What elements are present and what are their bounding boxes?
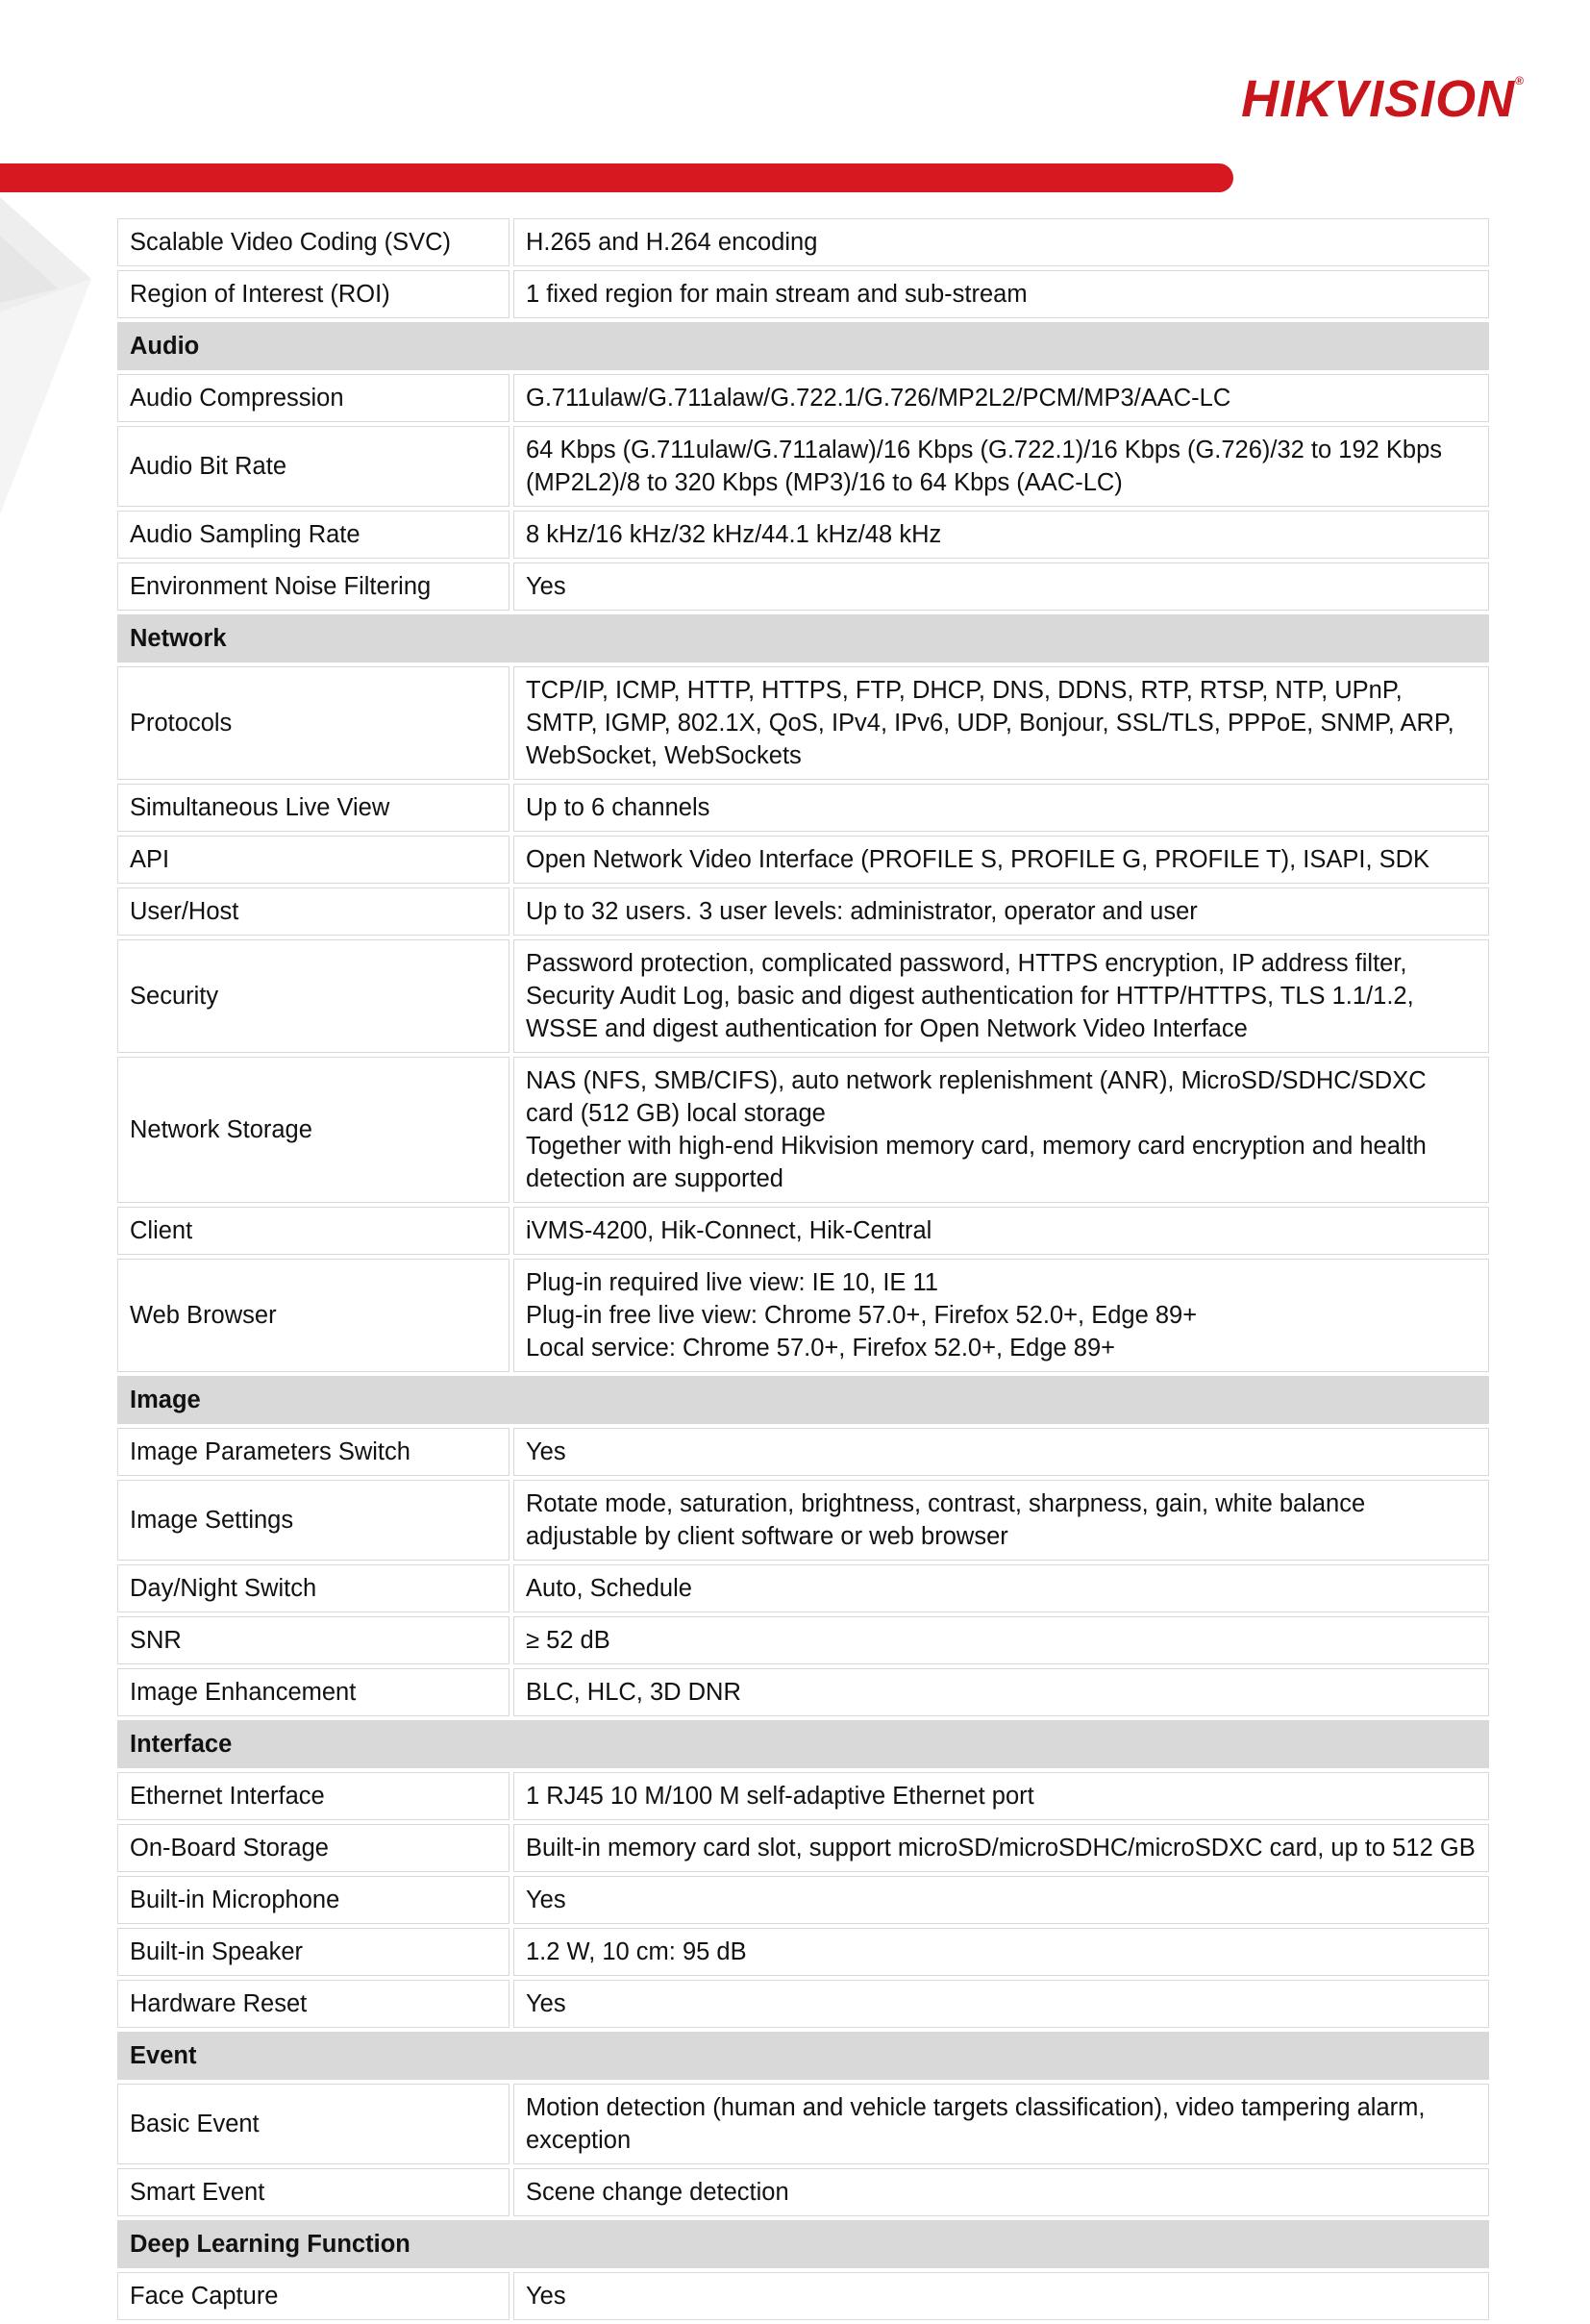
spec-row [117,1876,1489,1924]
spec-value-line: NAS (NFS, SMB/CIFS), auto network replenishment (ANR), MicroSD/SDHC/SDXC card (512 GB) local storage [526,1067,1427,1127]
spec-value [513,1057,1489,1203]
spec-row [117,887,1489,936]
spec-value-line: Yes [526,1887,566,1913]
spec-row [117,784,1489,832]
spec-row [117,562,1489,611]
spec-key: SNR [117,1616,509,1664]
spec-value-line: 1.2 W, 10 cm: 95 dB [526,1938,747,1965]
spec-key: Audio Sampling Rate [117,511,509,559]
spec-value [513,426,1489,507]
spec-value-line: ≥ 52 dB [526,1627,610,1654]
spec-value [513,1876,1489,1924]
spec-table [113,214,1493,2324]
spec-key: Region of Interest (ROI) [117,270,509,318]
spec-key: Network Storage [117,1057,509,1203]
spec-row [117,1980,1489,2028]
spec-row [117,1772,1489,1820]
spec-key: Built-in Microphone [117,1876,509,1924]
spec-row [117,1428,1489,1476]
spec-value [513,836,1489,884]
spec-row [117,1207,1489,1255]
spec-row [117,426,1489,507]
section-header [117,1720,1489,1768]
spec-key: Web Browser [117,1259,509,1372]
spec-value [513,2084,1489,2164]
spec-value-line: TCP/IP, ICMP, HTTP, HTTPS, FTP, DHCP, DNS, DDNS, RTP, RTSP, NTP, UPnP, SMTP, IGMP, 802.1X, QoS, IPv4, IPv6, UDP, Bonjour, SSL/TLS, PPPoE, SNMP, ARP, WebSocket, WebSockets [526,677,1454,769]
spec-row [117,2168,1489,2216]
spec-row [117,511,1489,559]
spec-value-line: Rotate mode, saturation, brightness, contrast, sharpness, gain, white balance adjustable by client software or web browser [526,1490,1366,1550]
spec-key: Ethernet Interface [117,1772,509,1820]
spec-key: Face Capture [117,2272,509,2320]
spec-value [513,784,1489,832]
hikvision-logo: HIKVISION® [1241,70,1525,128]
spec-value [513,2272,1489,2320]
spec-value-line: Together with high-end Hikvision memory card, memory card encryption and health detection are supported [526,1133,1427,1192]
spec-row [117,1668,1489,1716]
spec-key: On-Board Storage [117,1824,509,1872]
spec-value-line: iVMS-4200, Hik-Connect, Hik-Central [526,1217,932,1244]
spec-row [117,666,1489,780]
watermark-shapes [0,197,96,514]
spec-value [513,374,1489,422]
spec-row [117,1259,1489,1372]
section-header [117,322,1489,370]
spec-value-line: Yes [526,1990,566,2017]
section-title: Image [117,1376,1489,1424]
spec-value-line: Yes [526,1438,566,1465]
spec-value-line: Yes [526,573,566,600]
spec-key: Image Enhancement [117,1668,509,1716]
spec-value [513,1564,1489,1612]
spec-value [513,511,1489,559]
spec-value [513,2168,1489,2216]
spec-row [117,836,1489,884]
spec-key: Client [117,1207,509,1255]
spec-row [117,1480,1489,1561]
spec-value-line: Up to 6 channels [526,794,710,821]
spec-value-line: 1 RJ45 10 M/100 M self-adaptive Ethernet port [526,1783,1034,1810]
spec-row [117,2084,1489,2164]
spec-value [513,1772,1489,1820]
spec-value [513,1928,1489,1976]
spec-key: Image Settings [117,1480,509,1561]
spec-key: Image Parameters Switch [117,1428,509,1476]
spec-key: Environment Noise Filtering [117,562,509,611]
spec-value [513,562,1489,611]
section-header [117,2032,1489,2080]
spec-key: Smart Event [117,2168,509,2216]
section-title: Network [117,614,1489,662]
spec-row [117,939,1489,1053]
spec-value [513,1616,1489,1664]
section-title: Interface [117,1720,1489,1768]
section-header [117,614,1489,662]
spec-row [117,2272,1489,2320]
spec-key: Audio Compression [117,374,509,422]
spec-row [117,218,1489,266]
spec-value-line: Built-in memory card slot, support microSD/microSDHC/microSDXC card, up to 512 GB [526,1835,1476,1862]
spec-value [513,666,1489,780]
section-title: Audio [117,322,1489,370]
spec-value-line: Password protection, complicated password, HTTPS encryption, IP address filter, Security Audit Log, basic and digest authentication for HTTP/HTTPS, TLS 1.1/1.2, WSSE and digest authentication for Open Network Video Interface [526,950,1414,1042]
spec-value-line: G.711ulaw/G.711alaw/G.722.1/G.726/MP2L2/PCM/MP3/AAC-LC [526,385,1231,412]
spec-key: Audio Bit Rate [117,426,509,507]
spec-value-line: H.265 and H.264 encoding [526,229,818,256]
spec-row [117,1616,1489,1664]
spec-key: Simultaneous Live View [117,784,509,832]
spec-value-line: Open Network Video Interface (PROFILE S, PROFILE G, PROFILE T), ISAPI, SDK [526,846,1430,873]
spec-value-line: Scene change detection [526,2179,789,2206]
spec-value-line: 8 kHz/16 kHz/32 kHz/44.1 kHz/48 kHz [526,521,942,548]
spec-value [513,1668,1489,1716]
spec-value-line: Yes [526,2283,566,2310]
spec-key: Built-in Speaker [117,1928,509,1976]
section-title: Deep Learning Function [117,2220,1489,2268]
spec-value [513,1480,1489,1561]
spec-value [513,1259,1489,1372]
spec-value [513,1428,1489,1476]
spec-row [117,1824,1489,1872]
spec-key: Day/Night Switch [117,1564,509,1612]
spec-value-line: Up to 32 users. 3 user levels: administrator, operator and user [526,898,1198,925]
spec-row [117,270,1489,318]
spec-value-line: BLC, HLC, 3D DNR [526,1679,741,1706]
spec-row [117,1057,1489,1203]
section-header [117,1376,1489,1424]
spec-value-line: 1 fixed region for main stream and sub-stream [526,281,1028,308]
spec-key: User/Host [117,887,509,936]
spec-row [117,1564,1489,1612]
spec-key: Protocols [117,666,509,780]
spec-value-line: Plug-in required live view: IE 10, IE 11 [526,1269,938,1296]
spec-key: API [117,836,509,884]
spec-key: Scalable Video Coding (SVC) [117,218,509,266]
spec-value [513,1980,1489,2028]
section-title: Event [117,2032,1489,2080]
spec-value [513,939,1489,1053]
spec-key: Hardware Reset [117,1980,509,2028]
spec-value-line: Plug-in free live view: Chrome 57.0+, Firefox 52.0+, Edge 89+ [526,1302,1198,1329]
header-red-bar [0,163,1233,192]
spec-value [513,218,1489,266]
spec-row [117,374,1489,422]
section-header [117,2220,1489,2268]
spec-key: Basic Event [117,2084,509,2164]
spec-value-line: 64 Kbps (G.711ulaw/G.711alaw)/16 Kbps (G.722.1)/16 Kbps (G.726)/32 to 192 Kbps (MP2L2)/8 to 320 Kbps (MP3)/16 to 64 Kbps (AAC-LC) [526,437,1443,496]
spec-key: Security [117,939,509,1053]
spec-value [513,270,1489,318]
spec-value [513,1824,1489,1872]
spec-value [513,1207,1489,1255]
spec-row [117,1928,1489,1976]
spec-value [513,887,1489,936]
spec-value-line: Motion detection (human and vehicle targets classification), video tampering alarm, exception [526,2094,1426,2154]
spec-value-line: Auto, Schedule [526,1575,692,1602]
spec-value-line: Local service: Chrome 57.0+, Firefox 52.0+, Edge 89+ [526,1335,1116,1362]
